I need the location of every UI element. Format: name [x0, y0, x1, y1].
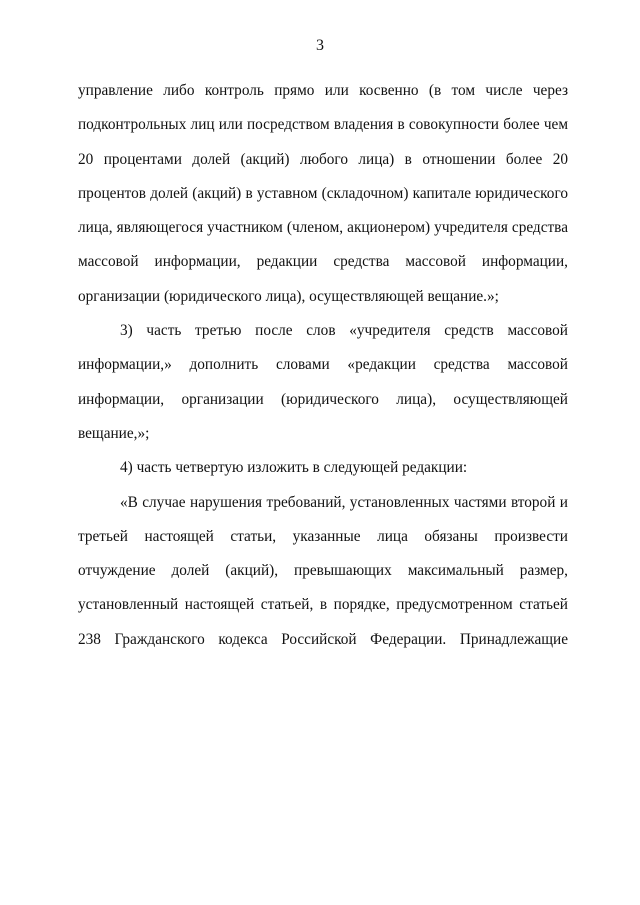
- text-line: вещание,»;: [78, 424, 150, 442]
- text-line: 20 процентами долей (акций) любого лица) в отношении более 20: [78, 150, 568, 168]
- text-line: информации, организации (юридического лица), осуществляющей: [78, 390, 568, 408]
- text-line: процентов долей (акций) в уставном (складочном) капитале юридического: [78, 184, 568, 202]
- text-line: информации,» дополнить словами «редакции средства массовой: [78, 356, 568, 374]
- text-line: третьей настоящей статьи, указанные лица обязаны произвести: [78, 527, 568, 545]
- page-number: 3: [316, 37, 324, 54]
- text-line: отчуждение долей (акций), превышающих максимальный размер,: [78, 562, 568, 580]
- text-line: управление либо контроль прямо или косвенно (в том числе через: [78, 82, 568, 99]
- text-line: установленный настоящей статьей, в порядке, предусмотренном статьей: [78, 596, 568, 614]
- text-line: организации (юридического лица), осуществляющей вещание.»;: [78, 287, 499, 305]
- text-line: 3) часть третью после слов «учредителя средств массовой: [120, 322, 568, 340]
- text-line: «В случае нарушения требований, установленных частями второй и: [120, 493, 568, 511]
- text-line: лица, являющегося участником (членом, акционером) учредителя средства: [78, 219, 568, 237]
- text-line: 4) часть четвертую изложить в следующей редакции:: [120, 459, 468, 477]
- text-line: подконтрольных лиц или посредством владения в совокупности более чем: [78, 116, 568, 134]
- body-text: [78, 74, 568, 657]
- text-line: 238 Гражданского кодекса Российской Федерации. Принадлежащие: [78, 630, 568, 648]
- text-line: массовой информации, редакции средства массовой информации,: [78, 253, 568, 271]
